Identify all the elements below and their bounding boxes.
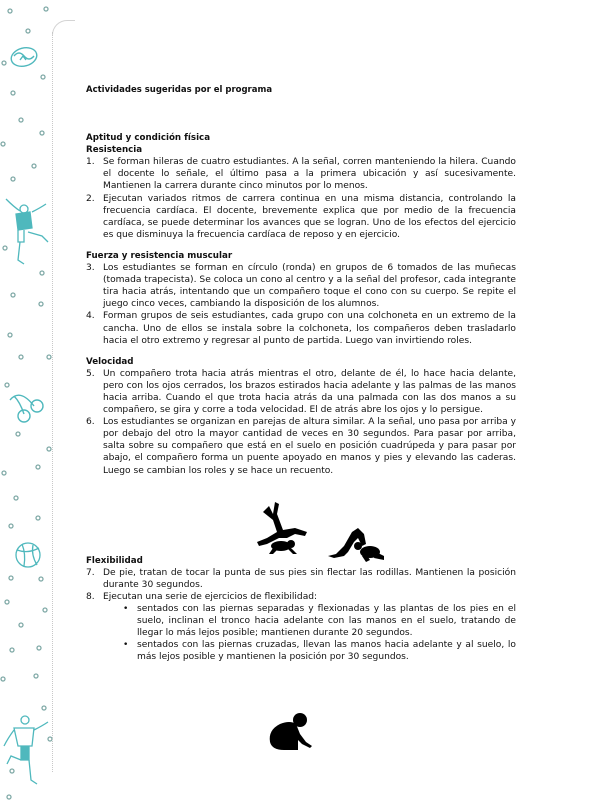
bullet-list bbox=[103, 603, 516, 663]
activity-item bbox=[86, 310, 516, 346]
activity-item bbox=[86, 262, 516, 310]
bullet-glyph: • bbox=[123, 640, 129, 651]
activity-item bbox=[86, 193, 516, 241]
activity-item bbox=[86, 416, 516, 476]
document-title: Actividades sugeridas por el programa bbox=[86, 85, 273, 95]
item-number: 3. bbox=[86, 263, 95, 274]
silhouette-seated-stretch-icon bbox=[264, 712, 320, 758]
activity-list-flexibilidad bbox=[86, 567, 516, 664]
subsection-title-fuerza: Fuerza y resistencia muscular bbox=[86, 250, 233, 261]
cherries-doodle-icon bbox=[10, 395, 43, 422]
bullet-glyph: • bbox=[123, 604, 129, 614]
activity-list-fuerza bbox=[86, 262, 516, 347]
item-text: Se forman hileras de cuatro estudiantes. A la señal, corren manteniendo la hilera. Cuando el docente lo señale, el último pasa a la primera ubicación y así sucesivamente. Mantienen la carrera durante cinco minutos por lo menos. bbox=[103, 157, 516, 192]
item-number: 2. bbox=[86, 193, 95, 204]
bullet-item bbox=[103, 639, 516, 663]
kid-running-doodle-icon bbox=[4, 716, 48, 784]
silhouette-bridge-icon bbox=[328, 528, 388, 564]
activity-item bbox=[86, 567, 516, 591]
document-body bbox=[86, 84, 516, 663]
ball-doodle-icon bbox=[16, 543, 40, 567]
item-number: 7. bbox=[86, 567, 95, 578]
bullet-item bbox=[103, 603, 516, 639]
activity-item bbox=[86, 368, 516, 416]
item-number: 1. bbox=[86, 157, 95, 168]
activity-list-velocidad bbox=[86, 368, 516, 477]
item-number: 4. bbox=[86, 311, 95, 322]
section-title: Aptitud y condición física bbox=[86, 133, 211, 144]
item-number: 5. bbox=[86, 368, 95, 379]
activity-list-resistencia bbox=[86, 156, 516, 241]
item-text: Los estudiantes se forman en círculo (ronda) en grupos de 6 tomados de las muñecas (tomada trapecista). Se coloca un cono al centro y a la señal del profesor, cada integrante tira hacia atrás, intentando que un compañero toque el cono con su cuerpo. Se repite el juego cinco veces, cambiando la disposición de los alumnos. bbox=[103, 263, 516, 310]
subsection-title-velocidad: Velocidad bbox=[86, 356, 134, 367]
activity-item bbox=[86, 156, 516, 192]
silhouette-jump-over-icon bbox=[255, 500, 315, 556]
decorative-border bbox=[0, 0, 60, 800]
item-text: Los estudiantes se organizan en parejas de altura similar. A la señal, uno pasa por arriba y por debajo del otro la mayor cantidad de veces en 30 segundos. Para pasar por arriba, salta sobre su compañero que está en el suelo en posición cuadrúpeda y para pasar por abajo, el compañero forma un puente apoyado en manos y pies y elevando las caderas. Luego se cambian los roles y se hace un recuento. bbox=[103, 417, 516, 476]
activity-item bbox=[86, 591, 516, 664]
kid-jumping-doodle-icon bbox=[6, 199, 48, 264]
item-number: 8. bbox=[86, 591, 95, 602]
item-text: Ejecutan variados ritmos de carrera continua en una misma distancia, controlando la frecuencia cardíaca. El docente, brevemente explica que por medio de la frecuencia cardíaca, se puede determinar los avances que se logran. Uno de los efectos del ejercicio es que disminuya la frecuencia cardíaca de reposo y en ejercicio. bbox=[103, 193, 516, 240]
page-divider bbox=[52, 32, 53, 772]
bullet-text: sentados con las piernas cruzadas, llevan las manos hacia adelante y al suelo, lo más lejos posible y mantienen la posición por 30 segundos. bbox=[137, 640, 516, 663]
candy-doodle-icon bbox=[9, 45, 39, 69]
item-text: Un compañero trota hacia atrás mientras el otro, delante de él, lo hace hacia delante, pero con los ojos cerrados, los brazos estirados hacia adelante y las palmas de las manos hacia arriba. Cuando el que trota hacia atrás da una palmada con las dos manos a su compañero, se gira y corre a toda velocidad. El de atrás abre los ojos y lo persigue. bbox=[103, 368, 516, 416]
item-text: De pie, tratan de tocar la punta de sus pies sin flectar las rodillas. Mantienen la posición durante 30 segundos. bbox=[103, 567, 516, 590]
item-number: 6. bbox=[86, 417, 95, 428]
item-text: Ejecutan una serie de ejercicios de flexibilidad: bbox=[103, 591, 318, 602]
item-text: Forman grupos de seis estudiantes, cada grupo con una colchoneta en un extremo de la cancha. Uno de ellos se instala sobre la colchoneta, los compañeros deben trasladarlo hacia el otro extremo y regresar al punto de partida. Luego van invirtiendo roles. bbox=[103, 311, 516, 346]
bullet-text: sentados con las piernas separadas y flexionadas y las plantas de los pies en el suelo, inclinan el tronco hacia adelante con las manos en el suelo, tratando de llegar lo más lejos posible; mantienen durante 20 segundos. bbox=[137, 604, 516, 639]
subsection-title-flexibilidad: Flexibilidad bbox=[86, 555, 143, 566]
subsection-title-resistencia: Resistencia bbox=[86, 145, 143, 156]
